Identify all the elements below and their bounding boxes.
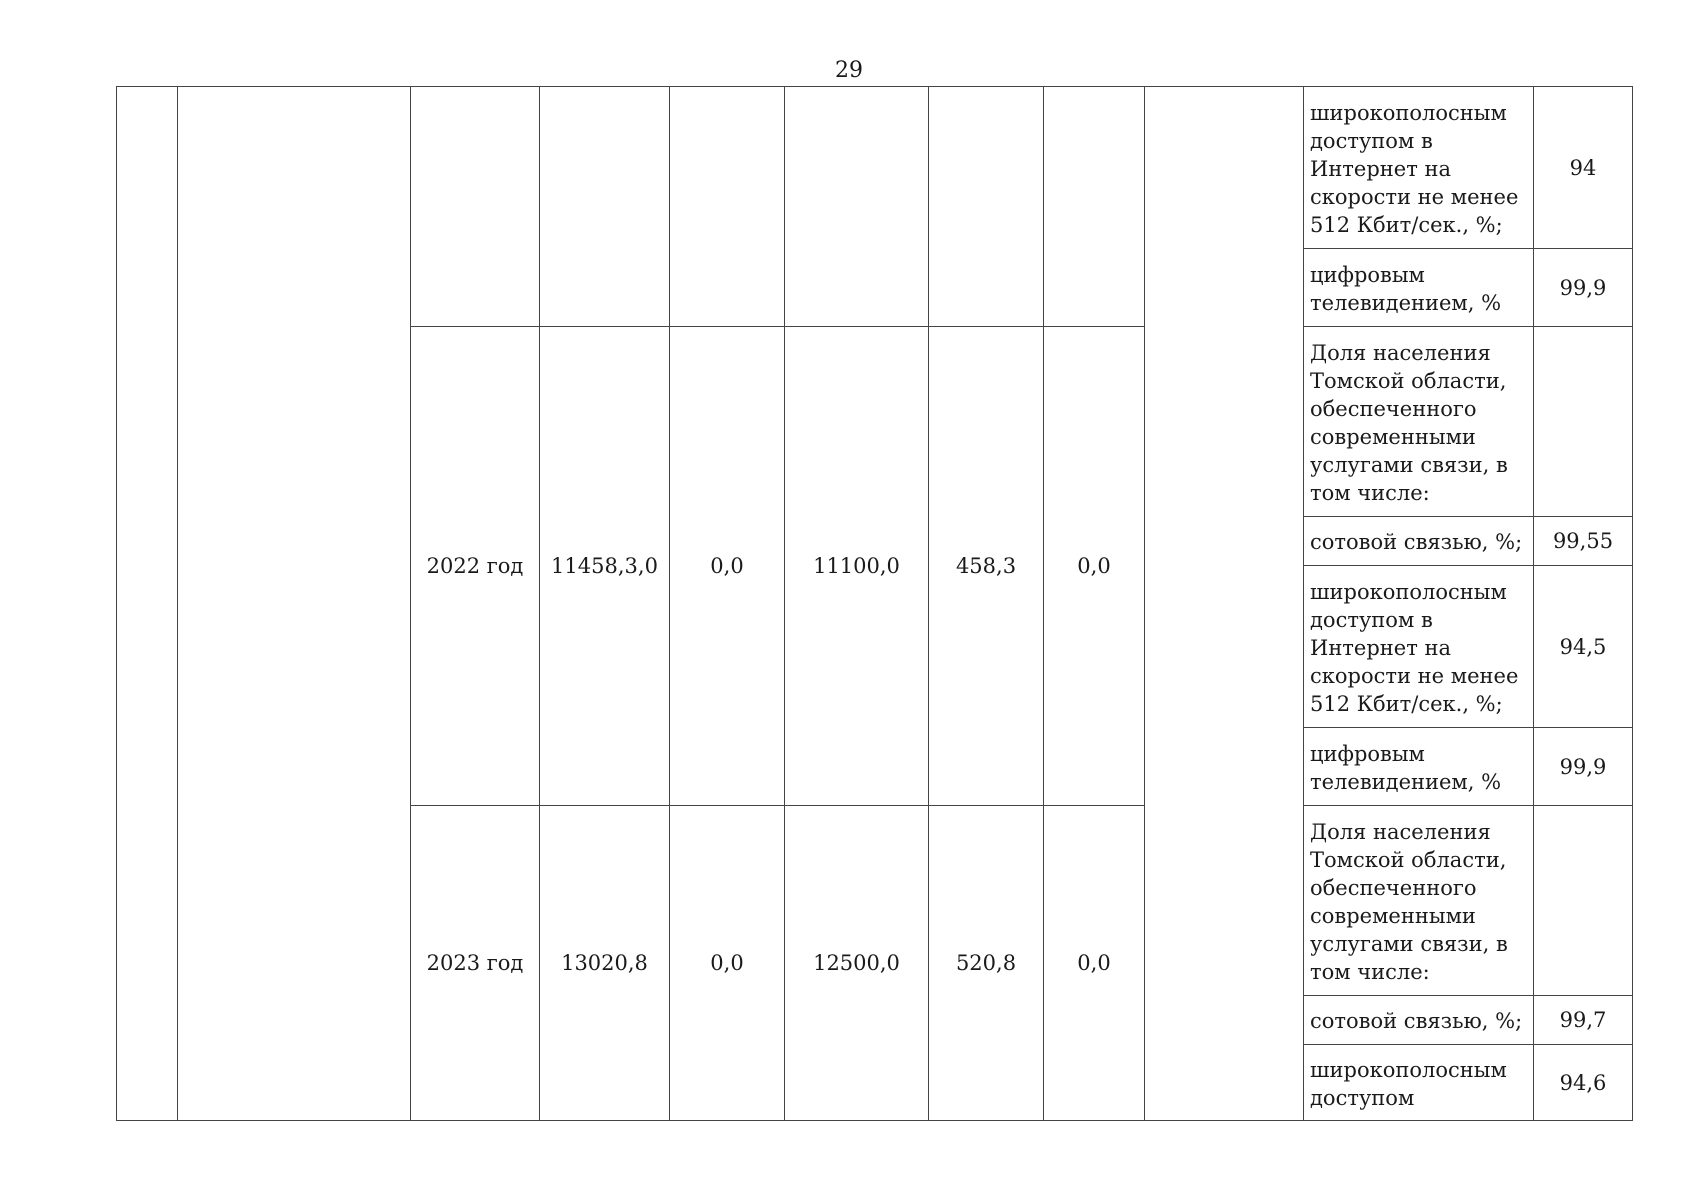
cell-year (411, 87, 540, 327)
cell-extrabudget: 0,0 (1044, 806, 1145, 1121)
indicator-label: широкополосным доступом в Интернет на скорости не менее 512 Кбит/сек., %; (1304, 566, 1534, 728)
table-row (117, 87, 1633, 249)
indicator-label: широкополосным доступом (1304, 1045, 1534, 1121)
indicator-label: широкополосным доступом в Интернет на скорости не менее 512 Кбит/сек., %; (1304, 87, 1534, 249)
cell-total (540, 87, 670, 327)
cell-executor (1145, 87, 1304, 1121)
cell-measure-name (178, 87, 411, 1121)
indicator-value: 99,55 (1534, 517, 1633, 566)
cell-local: 520,8 (929, 806, 1044, 1121)
indicator-value: 99,7 (1534, 996, 1633, 1045)
cell-regional: 11100,0 (785, 327, 929, 806)
cell-extrabudget: 0,0 (1044, 327, 1145, 806)
cell-local: 458,3 (929, 327, 1044, 806)
cell-regional (785, 87, 929, 327)
cell-local (929, 87, 1044, 327)
cell-federal (670, 87, 785, 327)
cell-total: 11458,3,0 (540, 327, 670, 806)
page-number: 29 (835, 58, 863, 83)
cell-number (117, 87, 178, 1121)
indicator-label: Доля населения Томской области, обеспеченного современными услугами связи, в том числе: (1304, 327, 1534, 517)
indicator-value: 99,9 (1534, 249, 1633, 327)
indicator-value (1534, 806, 1633, 996)
indicator-value: 99,9 (1534, 728, 1633, 806)
cell-total: 13020,8 (540, 806, 670, 1121)
indicator-label: Доля населения Томской области, обеспеченного современными услугами связи, в том числе: (1304, 806, 1534, 996)
indicator-value: 94,5 (1534, 566, 1633, 728)
indicator-label: цифровым телевидением, % (1304, 249, 1534, 327)
indicator-value: 94 (1534, 87, 1633, 249)
cell-year: 2022 год (411, 327, 540, 806)
cell-extrabudget (1044, 87, 1145, 327)
cell-federal: 0,0 (670, 327, 785, 806)
indicator-label: сотовой связью, %; (1304, 996, 1534, 1045)
indicator-value (1534, 327, 1633, 517)
cell-regional: 12500,0 (785, 806, 929, 1121)
program-funding-table (116, 86, 1633, 1121)
indicator-value: 94,6 (1534, 1045, 1633, 1121)
indicator-label: сотовой связью, %; (1304, 517, 1534, 566)
cell-federal: 0,0 (670, 806, 785, 1121)
indicator-label: цифровым телевидением, % (1304, 728, 1534, 806)
cell-year: 2023 год (411, 806, 540, 1121)
